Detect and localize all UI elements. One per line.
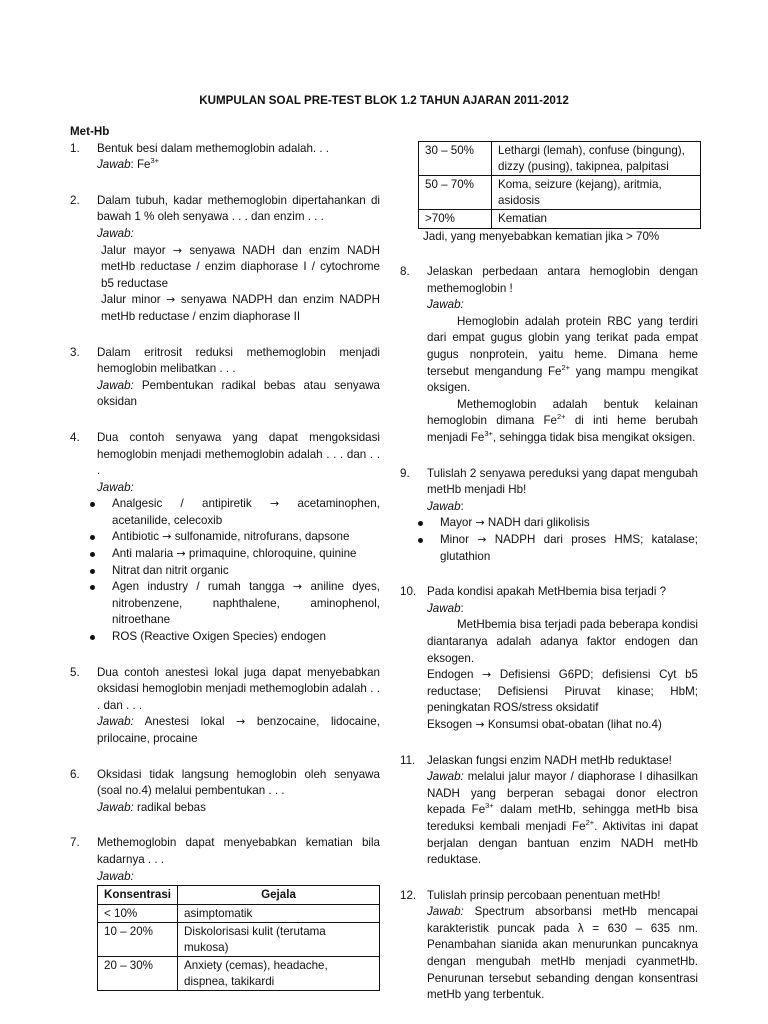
answer <box>427 904 698 1004</box>
section-heading: Met-Hb <box>70 125 110 138</box>
answer-text: di inti heme berubah menjadi Fe <box>427 414 698 445</box>
arrow-icon: → <box>162 530 172 544</box>
list-item <box>90 546 380 563</box>
answer-text: yang mampu mengikat oksigen. <box>427 364 698 395</box>
question-number: 6. <box>70 767 80 781</box>
answer-label: Jawab: <box>97 800 134 814</box>
answer-text: Anestesi lokal <box>144 715 225 729</box>
question-12 <box>400 888 698 1004</box>
answer-paragraph-2 <box>427 397 698 447</box>
table-row <box>98 923 380 957</box>
arrow-icon: → <box>477 533 487 546</box>
item-text: sulfonamide, nitrofurans, dapsone <box>174 530 350 544</box>
mayor-label: Jalur mayor <box>101 243 166 257</box>
endogen-line <box>427 667 698 717</box>
mayor-text: senyawa NADH dan enzim NADH metHb reductase / enzim diaphorase I / cytochrome b5 reductase <box>101 243 380 290</box>
eksogen-line <box>427 717 698 734</box>
methb-table-part2 <box>418 141 701 229</box>
mayor-line <box>101 243 380 293</box>
question-text: Bentuk besi dalam methemoglobin adalah. . . <box>97 141 330 155</box>
superscript: 2+ <box>557 412 566 422</box>
table-cell: < 10% <box>98 904 178 923</box>
question-5 <box>70 665 380 748</box>
question-9 <box>400 466 698 516</box>
answer <box>97 378 380 411</box>
table-cell: Koma, seizure (kejang), aritmia, asidosis <box>492 176 701 210</box>
table-row <box>419 142 701 176</box>
table-cell: Anxiety (cemas), headache, dispnea, takikardi <box>178 957 380 991</box>
reductor-list <box>400 515 698 565</box>
superscript: 3+ <box>485 801 494 811</box>
question-text: Jelaskan fungsi enzim NADH metHb reduktase! <box>427 753 672 767</box>
question-text: Dalam eritrosit reduksi methemoglobin menjadi hemoglobin melibatkan . . . <box>97 345 380 376</box>
list-item <box>418 532 698 565</box>
arrow-icon: → <box>482 668 492 682</box>
answer-label: Jawab <box>427 499 461 513</box>
item-label: Nitrat dan nitrit organic <box>112 563 229 577</box>
document-title: KUMPULAN SOAL PRE-TEST BLOK 1.2 TAHUN AJARAN 2011-2012 <box>199 94 569 107</box>
list-item <box>90 496 380 529</box>
list-item <box>90 579 380 629</box>
item-label: Agen industry / rumah tangga <box>112 580 285 594</box>
answer-paragraph-1 <box>427 314 698 397</box>
table-cell: Diskolorisasi kulit (terutama mukosa) <box>178 923 380 957</box>
answer <box>427 769 698 869</box>
question-text: Pada kondisi apakah MetHbemia bisa terjadi ? <box>427 585 667 599</box>
item-label: Minor <box>440 533 469 546</box>
item-label: Analgesic / antipiretik <box>112 497 252 511</box>
question-7 <box>70 835 380 885</box>
item-text: NADPH dari proses HMS; katalase; glutathion <box>440 533 698 563</box>
answer-text: melalui jalur mayor / diaphorase I dihasilkan NADH yang berperan sebagai donor electron kepada Fe <box>427 770 698 817</box>
table-row <box>419 210 701 229</box>
answer-text: radikal bebas <box>136 800 206 814</box>
endogen-label: Endogen <box>427 668 474 682</box>
oxidant-list <box>70 496 380 645</box>
answer-label: Jawab: <box>97 378 134 392</box>
item-label: ROS (Reactive Oxigen Species) endogen <box>112 630 326 644</box>
arrow-icon: → <box>292 580 303 594</box>
item-label: Anti malaria <box>112 547 174 561</box>
table-cell: 50 – 70% <box>419 176 492 210</box>
question-number: 10. <box>400 585 417 599</box>
table-cell: Lethargi (lemah), confuse (bingung), dizzy (pusing), takipnea, palpitasi <box>492 142 701 176</box>
question-number: 12. <box>400 888 417 902</box>
answer-label: Jawab: <box>97 226 134 240</box>
answer-text: . Aktivitas ini dapat berjalan dengan bantuan enzim NADH metHb reduktase. <box>427 819 698 867</box>
minor-label: Jalur minor <box>101 293 161 307</box>
question-number: 2. <box>70 193 80 207</box>
answer-paragraph: MetHbemia bisa terjadi pada beberapa kondisi diantaranya adalah adanya faktor endogen dan eksogen. <box>427 618 698 665</box>
answer-label: Jawab: <box>97 480 134 494</box>
answer-text: , sehingga tidak bisa mengikat oksigen. <box>492 431 696 445</box>
table-header-row <box>98 886 380 905</box>
table-row <box>419 176 701 210</box>
list-item <box>90 629 380 646</box>
question-text: Dalam tubuh, kadar methemoglobin dipertahankan di bawah 1 % oleh senyawa . . . dan enzim . . . <box>97 193 380 224</box>
header-gejala: Gejala <box>178 886 380 905</box>
arrow-icon: → <box>166 293 176 307</box>
table-conclusion: Jadi, yang menyebabkan kematian jika > 70% <box>423 229 660 243</box>
answer-label: Jawab <box>427 601 461 615</box>
question-number: 8. <box>400 265 410 279</box>
question-text: Dua contoh anestesi lokal juga dapat menyebabkan oksidasi hemoglobin menjadi methemoglobin adalah . . . dan . . . <box>97 665 380 712</box>
header-konsentrasi: Konsentrasi <box>98 886 178 905</box>
question-10 <box>400 584 698 733</box>
eksogen-text: Konsumsi obat-obatan (lihat no.4) <box>487 717 662 731</box>
superscript: 2+ <box>585 818 595 828</box>
table-cell: 30 – 50% <box>419 142 492 176</box>
answer-text: benzocaine, lidocaine, prilocaine, procaine <box>97 715 380 745</box>
minor-text: senyawa NADPH dan enzim NADPH metHb reductase / enzim diaphorase II <box>101 293 380 323</box>
right-column <box>400 141 698 1004</box>
question-number: 5. <box>70 665 80 679</box>
list-item <box>90 529 380 546</box>
question-number: 4. <box>70 430 80 444</box>
item-text: NADH dari glikolisis <box>487 516 590 530</box>
superscript: 3+ <box>484 429 493 439</box>
left-column <box>70 124 380 991</box>
table-row <box>98 904 380 923</box>
answer-label: Jawab: <box>97 715 134 729</box>
arrow-icon: → <box>236 715 246 729</box>
answer-label-line: Jawab: <box>427 601 464 615</box>
answer <box>97 800 380 817</box>
answer-text: : Fe <box>130 158 151 172</box>
answer-text: Methemoglobin adalah bentuk kelainan hemoglobin dimana Fe <box>427 397 698 428</box>
table-cell: Kematian <box>492 210 701 229</box>
arrow-icon: → <box>475 717 485 731</box>
question-text: Tulislah 2 senyawa pereduksi yang dapat mengubah metHb menjadi Hb! <box>427 466 698 497</box>
question-number: 3. <box>70 345 80 359</box>
question-2 <box>70 193 380 326</box>
list-item <box>418 515 698 532</box>
endogen-text: Defisiensi G6PD; defisiensi Cyt b5 reductase; Defisiensi Piruvat kinase; HbM; peningkatan ROS/stress oksidatif <box>427 668 698 715</box>
question-6 <box>70 767 380 817</box>
question-8 <box>400 264 698 447</box>
table-cell: >70% <box>419 210 492 229</box>
question-text: Methemoglobin dapat menyebabkan kematian bila kadarnya . . . <box>97 836 380 866</box>
question-text: Jelaskan perbedaan antara hemoglobin dengan methemoglobin ! <box>427 265 698 295</box>
answer <box>97 714 380 747</box>
table-cell: asimptomatik <box>178 904 380 923</box>
item-text: acetaminophen, acetanilide, celecoxib <box>112 497 380 527</box>
question-text: Tulislah prinsip percobaan penentuan metHb! <box>427 888 661 902</box>
item-label: Mayor <box>440 516 473 530</box>
question-number: 9. <box>400 466 410 480</box>
arrow-icon: → <box>475 516 485 530</box>
list-item <box>90 563 380 580</box>
question-number: 7. <box>70 836 80 850</box>
item-label: Antibiotic <box>112 530 160 544</box>
item-text: aniline dyes, nitrobenzene, naphthalene, aminophenol, nitroethane <box>112 580 380 627</box>
table-cell: 20 – 30% <box>98 957 178 991</box>
answer-text: Hemoglobin adalah protein RBC yang terdiri dari empat gugus globin yang terikat pada empat gugus nonprotein, yaitu heme. Dimana heme tersebut mengandung Fe <box>427 314 698 378</box>
item-text: primaquine, chloroquine, quinine <box>188 547 357 561</box>
question-3 <box>70 345 380 411</box>
question-1 <box>70 141 380 174</box>
question-text: Oksidasi tidak langsung hemoglobin oleh senyawa (soal no.4) melalui pembentukan . . . <box>97 767 380 798</box>
table-cell: 10 – 20% <box>98 923 178 957</box>
arrow-icon: → <box>172 243 183 257</box>
answer-mayor <box>97 243 380 293</box>
answer-text: Pembentukan radikal bebas atau senyawa oksidan <box>97 378 380 409</box>
eksogen-label: Eksogen <box>427 717 473 731</box>
answer-text: dalam metHb, sehingga metHb bisa tereduksi kembali menjadi Fe <box>427 803 698 833</box>
answer-label-line: Jawab: <box>427 499 464 513</box>
question-number: 11. <box>400 753 416 767</box>
table-row <box>98 957 380 991</box>
question-text: Dua contoh senyawa yang dapat mengoksidasi hemoglobin menjadi methemoglobin adalah . . . dan . . . <box>97 430 380 478</box>
answer-label: Jawab: <box>427 298 464 312</box>
answer-minor <box>97 292 380 325</box>
superscript: 3+ <box>150 156 160 166</box>
superscript: 2+ <box>561 362 571 372</box>
question-number: 1. <box>70 141 80 155</box>
arrow-icon: → <box>269 497 280 511</box>
answer-label: Jawab: <box>427 905 464 919</box>
answer-label: Jawab: <box>97 869 134 883</box>
question-4 <box>70 430 380 496</box>
answer <box>97 157 380 174</box>
arrow-icon: → <box>176 547 186 561</box>
answer-label: Jawab: <box>427 770 464 784</box>
question-11 <box>400 753 698 869</box>
methb-table-part1 <box>97 885 380 991</box>
answer-text: Spectrum absorbansi metHb mencapai karakteristik puncak pada λ = 630 – 635 nm. Penambahan sianida akan menurunkan puncaknya dengan mengubah metHb menjadi cyanmetHb. Penurunan tersebut sebanding dengan konsentrasi metHb yang terbentuk. <box>427 905 698 1002</box>
answer-label: Jawab <box>97 158 131 172</box>
